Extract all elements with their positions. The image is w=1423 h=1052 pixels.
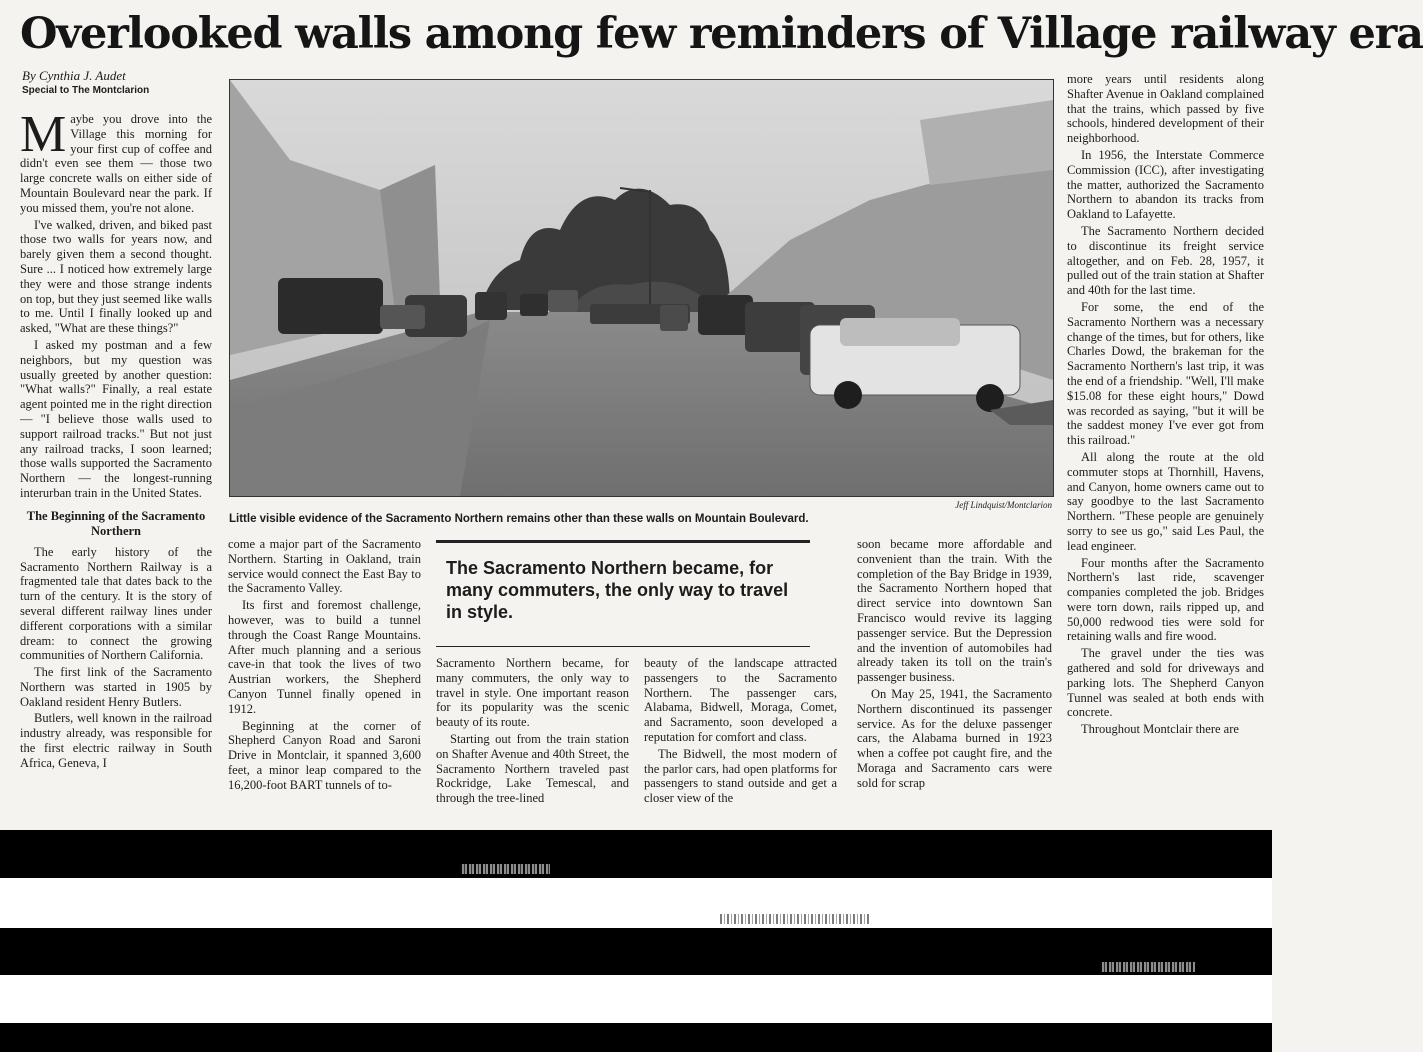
scan-noise: [1100, 962, 1195, 972]
scan-band-black: [0, 830, 1272, 878]
paragraph: Beginning at the corner of Shepherd Canyon Road and Saroni Drive in Montclair, it spanned 3,600 feet, a minor leap compared to the 16,200-foot BART tunnels of to-: [228, 718, 421, 792]
photo-caption: Little visible evidence of the Sacramento Northern remains other than these walls on Mountain Boulevard.: [229, 513, 809, 525]
scan-noise: [720, 914, 870, 924]
paragraph: Starting out from the train station on Shafter Avenue and 40th Street, the Sacramento Northern traveled past Rockridge, Lake Temescal, and through the tree-lined: [436, 731, 629, 806]
paragraph: Butlers, well known in the railroad industry already, was responsible for the first electric railway in South Africa, Geneva, I: [20, 711, 212, 770]
section-subhead: The Beginning of the Sacramento Northern: [26, 508, 206, 538]
paragraph: I asked my postman and a few neighbors, but my question was usually greeted by another question: "What walls?" Finally, a real estate agent pointed me in the right direction — "I believe those walls used to support railroad tracks." But not just any railroad tracks, I soon learned; those walls supported the Sacramento Northern — the longest-running interurban train in the United States.: [20, 337, 212, 500]
paragraph: Its first and foremost challenge, however, was to build a tunnel through the Coast Range Mountains. After much planning and a serious cave-in that took the lives of two Austrian workers, the Shepherd Canyon Tunnel finally opened in 1912.: [228, 598, 421, 716]
paragraph: The first link of the Sacramento Northern was started in 1905 by Oakland resident Henry Butlers.: [20, 665, 212, 709]
paragraph: beauty of the landscape attracted passengers to the Sacramento Northern. The passenger cars, Alabama, Bidwell, Moraga, Comet, and Sacramento, soon developed a reputation for comfort and class.: [644, 656, 837, 744]
scan-band-white: [0, 975, 1272, 1023]
photo-walls-mountain-boulevard: [230, 80, 1053, 496]
byline: By Cynthia J. Audet: [22, 68, 126, 83]
photo-credit: Jeff Lindquist/Montclarion: [955, 500, 1052, 510]
scan-band-black: [0, 1023, 1272, 1052]
headline: Overlooked walls among few reminders of Village railway era: [20, 9, 1423, 59]
article-column-6: [1067, 72, 1264, 830]
pull-quote-text: The Sacramento Northern became, for many commuters, the only way to travel in style.: [446, 558, 789, 622]
paragraph: Four months after the Sacramento Northern's last ride, scavenger companies completed the job. Bridges were torn down, rails ripped up, and 50,000 redwood ties were sold for retaining walls and fire wood.: [1067, 555, 1264, 644]
pull-quote: [436, 540, 810, 647]
paragraph: For some, the end of the Sacramento Northern was a necessary change of the times, but for others, like Charles Dowd, the brakeman for the Sacramento Northern's last trip, it was the end of a friendship. "Well, I'll make $15.08 for these eight hours," Dowd was recorded as saying, "but it will be the saddest money I've ever got from this railroad.": [1067, 299, 1264, 448]
paragraph: The early history of the Sacramento Northern Railway is a fragmented tale that dates back to the turn of the century. It is the story of several different railway lines under different corporations with a similar dream: to connect the growing communities of Northern California.: [20, 544, 212, 663]
publication-credit: Special to The Montclarion: [22, 85, 150, 96]
article-column-3: [436, 656, 629, 830]
drop-cap: M: [20, 106, 67, 163]
paragraph: come a major part of the Sacramento Northern. Starting in Oakland, train service would connect the East Bay to the Sacramento Valley.: [228, 537, 421, 596]
article-column-4: [644, 656, 837, 830]
paragraph: Maybe you drove into the Village this morning for your first cup of coffee and didn't even see them — those two large concrete walls on either side of Mountain Boulevard near the park. If you missed them, you're not alone.: [20, 106, 212, 215]
paragraph: I've walked, driven, and biked past those two walls for years now, and barely given them a second thought. Sure ... I noticed how extremely large they were and those strange indents on top, but they just seemed like walls to me. Until I finally looked up and asked, "What are these things?": [20, 217, 212, 336]
street-photo: [229, 79, 1054, 497]
scan-band-black: [0, 928, 1272, 975]
paragraph: The Bidwell, the most modern of the parlor cars, had open platforms for passengers to stand outside and get a closer view of the: [644, 746, 837, 806]
paragraph: more years until residents along Shafter Avenue in Oakland complained that the trains, which passed by five schools, hindered development of their neighborhood.: [1067, 72, 1264, 146]
paragraph: Sacramento Northern became, for many commuters, the only way to travel in style. One important reason for its popularity was the scenic beauty of its route.: [436, 656, 629, 730]
paragraph: Throughout Montclair there are: [1081, 722, 1239, 737]
paragraph: soon became more affordable and convenient than the train. With the completion of the Bay Bridge in 1939, the Sacramento Northern hoped that direct service into downtown San Francisco would revive its lagging passenger service. But the Depression and the invention of automobiles had already taken its toll on the train's passenger business.: [857, 537, 1052, 685]
paragraph: All along the route at the old commuter stops at Thornhill, Havens, and Canyon, home owners came out to say goodbye to the last Sacramento Northern. "These people are genuinely sorry to see us go," said Les Paul, the lead engineer.: [1067, 449, 1264, 553]
paragraph: In 1956, the Interstate Commerce Commission (ICC), after investigating the matter, authorized the Sacramento Northern to abandon its tracks from Oakland to Lafayette.: [1067, 147, 1264, 222]
article-column-2: [228, 537, 421, 830]
paragraph: The gravel under the ties was gathered and sold for driveways and parking lots. The Shepherd Canyon Tunnel was sealed at both ends with concrete.: [1067, 646, 1264, 720]
article-column-5: [857, 537, 1052, 830]
paragraph: On May 25, 1941, the Sacramento Northern discontinued its passenger service. As for the deluxe passenger cars, the Alabama burned in 1923 when a coffee pot caught fire, and the Moraga and Sacramento cars were sold for scrap: [857, 686, 1052, 790]
scan-noise: [460, 864, 550, 874]
article-column-1: [20, 106, 212, 830]
paragraph: The Sacramento Northern decided to discontinue its freight service altogether, and on Feb. 28, 1957, it pulled out of the train station at Shafter and 40th for the last time.: [1067, 223, 1264, 298]
scan-band-white: [0, 878, 1272, 928]
